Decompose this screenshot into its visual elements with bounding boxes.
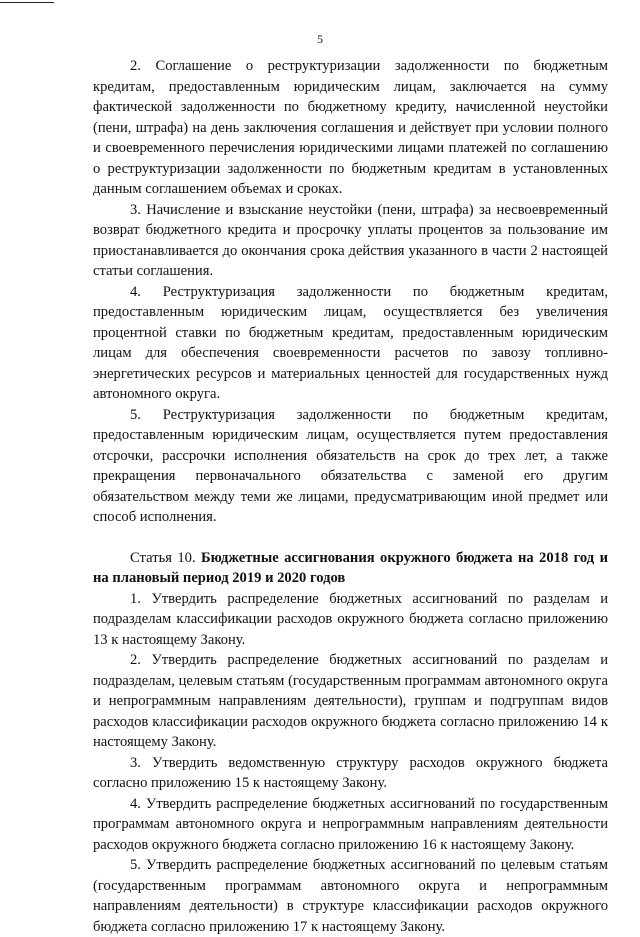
article-heading: [93, 548, 608, 589]
section-gap: [93, 528, 608, 548]
top-rule: [0, 2, 54, 3]
article-title: Бюджетные ассигнования окружного бюджета на 2018 год и на плановый период 2019 и 2020 годов: [93, 549, 609, 586]
article-label: Статья 10.: [130, 549, 196, 566]
paragraph-2: 2. Соглашение о реструктуризации задолженности по бюджетным кредитам, предоставленным юридическим лицам, заключается на сумму фактической задолженности по бюджетному кредиту, начисленной неустойки (пени, штрафа) на день заключения соглашения и действует при условии полного и своевременного перечисления юридическими лицами платежей по соглашению о реструктуризации задолженности по бюджетным кредитам в установленных данным соглашением объемах и сроках.: [93, 58, 608, 197]
page-number: 5: [317, 32, 323, 46]
article-paragraph-2: 2. Утвердить распределение бюджетных ассигнований по разделам и подразделам, целевым статьям (государственным программам автономного округа и непрограммным направлениям деятельности), группам и подгруппам видов расходов классификации расходов окружного бюджета согласно приложению 14 к настоящему Закону.: [93, 652, 608, 750]
article-paragraph-3: 3. Утвердить ведомственную структуру расходов окружного бюджета согласно приложению 15 к настоящему Закону.: [93, 754, 608, 791]
paragraph-5: 5. Реструктуризация задолженности по бюджетным кредитам, предоставленным юридическим лицам, осуществляется путем предоставления отсрочки, рассрочки исполнения обязательств на срок до трех лет, а также прекращения первоначального обязательства с заменой его другим обязательством между теми же лицами, предусматривающим иной предмет или способ исполнения.: [93, 406, 608, 525]
document-body: [93, 56, 608, 937]
article-paragraph-4: 4. Утвердить распределение бюджетных ассигнований по государственным программам автономного округа и непрограммным направлениям деятельности расходов окружного бюджета согласно приложению 16 к настоящему Закону.: [93, 795, 608, 853]
article-paragraph-5: 5. Утвердить распределение бюджетных ассигнований по целевым статьям (государственным программам автономного округа и непрограммным направлениям деятельности) в структуре классификации расходов окружного бюджета согласно приложению 17 к настоящему Закону.: [93, 857, 608, 935]
paragraph-3: 3. Начисление и взыскание неустойки (пени, штрафа) за несвоевременный возврат бюджетного кредита и просрочку уплаты процентов за пользование им приостанавливается до окончания срока действия указанного в части 2 настоящей статьи соглашения.: [93, 201, 608, 279]
paragraph-4: 4. Реструктуризация задолженности по бюджетным кредитам, предоставленным юридическим лицам, осуществляется без увеличения процентной ставки по бюджетным кредитам, предоставленным юридическим лицам для обеспечения своевременности расчетов по завозу топливно-энергетических ресурсов и материальных ценностей для государственных нужд автономного округа.: [93, 283, 608, 402]
article-paragraph-1: 1. Утвердить распределение бюджетных ассигнований по разделам и подразделам классификации расходов окружного бюджета согласно приложению 13 к настоящему Закону.: [93, 590, 608, 648]
